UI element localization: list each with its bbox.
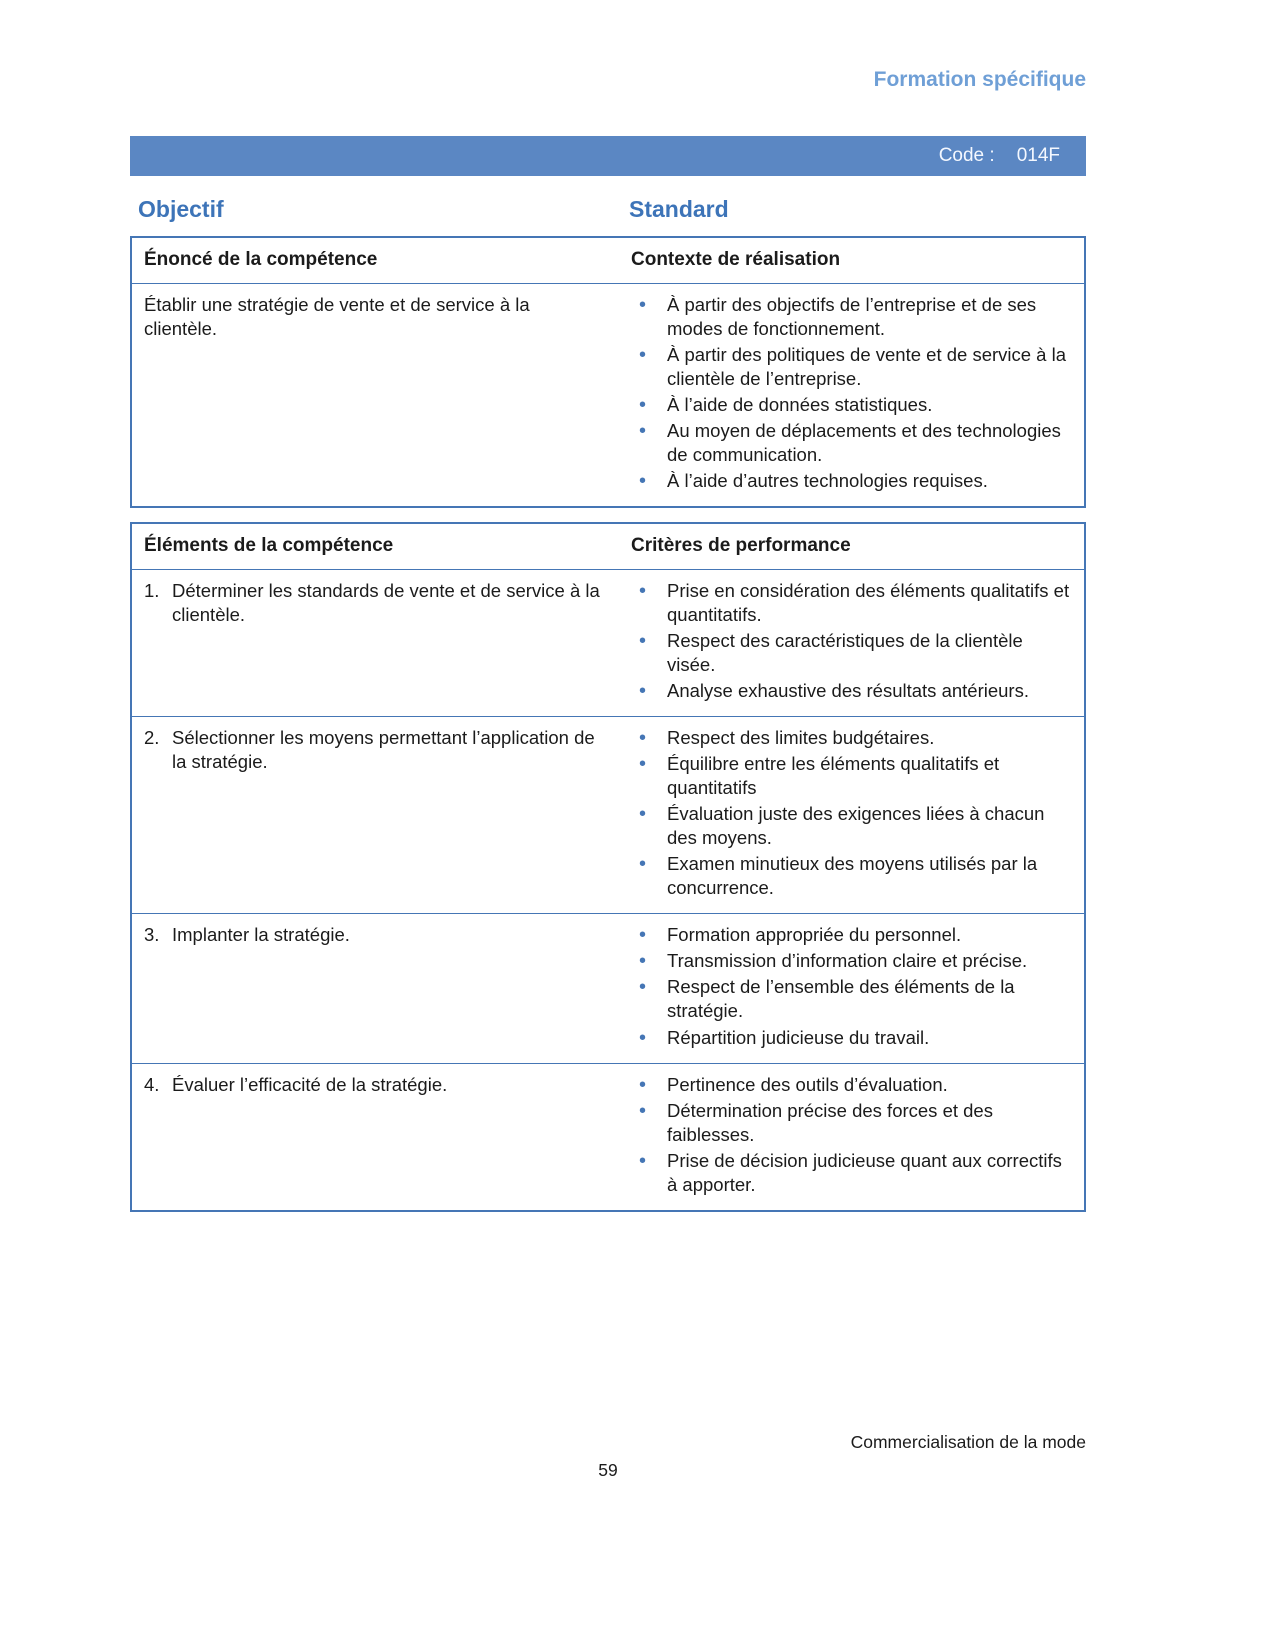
- item-number: 3.: [144, 924, 160, 946]
- bullet-item: • À l’aide de données statistiques.: [631, 393, 1072, 417]
- objectif-title: Objectif: [138, 196, 224, 222]
- elements-criteres-table: [130, 522, 1086, 1212]
- column-titles: [130, 196, 1086, 223]
- bullet-item: • Analyse exhaustive des résultats antérieurs.: [631, 679, 1072, 703]
- enonce-text: Établir une stratégie de vente et de service à la clientèle.: [144, 293, 530, 339]
- bullet-item: • À partir des objectifs de l’entreprise et de ses modes de fonctionnement.: [631, 293, 1072, 341]
- criteres-cell: [619, 914, 1084, 1062]
- bullet-item: • Respect de l’ensemble des éléments de la stratégie.: [631, 975, 1072, 1023]
- criteres-cell: [619, 1064, 1084, 1210]
- criteres-bullet-list: [631, 579, 1072, 703]
- element-cell: [132, 717, 619, 913]
- item-number: 1.: [144, 579, 160, 601]
- bullet-item: • Pertinence des outils d’évaluation.: [631, 1073, 1072, 1097]
- standard-title: Standard: [629, 196, 729, 222]
- numbered-item: [144, 726, 607, 774]
- bullet-item: • Équilibre entre les éléments qualitatifs et quantitatifs: [631, 752, 1072, 800]
- bullet-item: • Évaluation juste des exigences liées à chacun des moyens.: [631, 802, 1072, 850]
- contexte-header: Contexte de réalisation: [631, 249, 841, 270]
- contexte-bullet-list: [631, 293, 1072, 493]
- elements-header: Éléments de la compétence: [144, 535, 394, 557]
- bullet-item: • Respect des limites budgétaires.: [631, 726, 1072, 750]
- item-text: Implanter la stratégie.: [172, 924, 350, 946]
- table-row: [132, 569, 1084, 716]
- table-header-row: [132, 524, 1084, 569]
- code-bar: [130, 136, 1086, 176]
- criteres-bullet-list: [631, 923, 1072, 1049]
- item-number: 2.: [144, 726, 160, 748]
- criteres-bullet-list: [631, 1073, 1072, 1197]
- bullet-item: • À l’aide d’autres technologies requises.: [631, 469, 1072, 493]
- bullet-item: • Formation appropriée du personnel.: [631, 923, 1072, 947]
- item-number: 4.: [144, 1073, 160, 1095]
- element-cell: [132, 570, 619, 716]
- page-number: 59: [598, 1460, 618, 1480]
- section-header: Formation spécifique: [873, 68, 1086, 91]
- criteres-bullet-list: [631, 726, 1072, 900]
- table-row: [132, 283, 1084, 506]
- code-value: 014F: [1016, 145, 1060, 166]
- element-cell: [132, 914, 619, 1062]
- enonce-contexte-table: [130, 236, 1086, 508]
- table-row: [132, 913, 1084, 1062]
- bullet-item: • Au moyen de déplacements et des technologies de communication.: [631, 419, 1072, 467]
- numbered-item: [144, 923, 607, 947]
- item-text: Déterminer les standards de vente et de service à la clientèle.: [172, 579, 600, 625]
- bullet-item: • Examen minutieux des moyens utilisés par la concurrence.: [631, 852, 1072, 900]
- code-label: Code :: [938, 145, 995, 166]
- bullet-item: • Prise de décision judicieuse quant aux correctifs à apporter.: [631, 1149, 1072, 1197]
- footer-program-name: Commercialisation de la mode: [850, 1432, 1086, 1452]
- document-page: [130, 0, 1086, 1212]
- enonce-header: Énoncé de la compétence: [144, 249, 378, 270]
- bullet-item: • Prise en considération des éléments qualitatifs et quantitatifs.: [631, 579, 1072, 627]
- item-text: Sélectionner les moyens permettant l’application de la stratégie.: [172, 726, 595, 773]
- numbered-item: [144, 1073, 607, 1097]
- item-text: Évaluer l’efficacité de la stratégie.: [172, 1073, 448, 1095]
- criteres-cell: [619, 570, 1084, 716]
- numbered-item: [144, 579, 607, 627]
- bullet-item: • Répartition judicieuse du travail.: [631, 1026, 1072, 1050]
- element-cell: [132, 1064, 619, 1210]
- bullet-item: • Transmission d’information claire et précise.: [631, 949, 1072, 973]
- table-row: [132, 716, 1084, 913]
- bullet-item: • Respect des caractéristiques de la clientèle visée.: [631, 629, 1072, 677]
- criteres-header: Critères de performance: [631, 535, 851, 557]
- table-row: [132, 1063, 1084, 1210]
- contexte-cell: [619, 284, 1084, 506]
- criteres-cell: [619, 717, 1084, 913]
- bullet-item: • À partir des politiques de vente et de service à la clientèle de l’entreprise.: [631, 343, 1072, 391]
- table-header-row: [132, 238, 1084, 283]
- bullet-item: • Détermination précise des forces et des faiblesses.: [631, 1099, 1072, 1147]
